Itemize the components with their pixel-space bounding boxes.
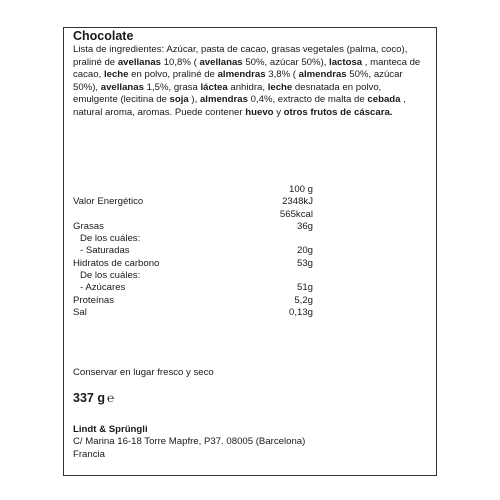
nutrient-value: 2348kJ (282, 196, 313, 208)
storage-instructions: Conservar en lugar fresco y seco (73, 367, 214, 378)
ingredient-text: 1,5%, grasa (143, 81, 201, 93)
ingredient-text: , natural aroma, aromas. Puede contener (73, 94, 406, 118)
ingredient-text: Lista de ingredientes: Azúcar, pasta de cacao, grasas vegetales (palma, coco), praliné de (73, 44, 408, 68)
ingredient-text: 50%, azúcar 50%), (242, 56, 330, 68)
nutrient-value: 20g (296, 245, 313, 257)
allergen-text: almendras (199, 94, 248, 106)
nutrition-row (73, 307, 313, 319)
nutrient-name: Sal (73, 306, 87, 318)
ingredient-text: 3,8% ( (265, 69, 299, 81)
allergen-text: otros frutos de cáscara. (283, 106, 393, 118)
ingredient-text: y (273, 106, 284, 118)
product-title: Chocolate (73, 29, 134, 43)
allergen-text: avellanas (100, 81, 144, 93)
nutrient-name: De los cuáles: (80, 233, 141, 245)
allergen-text: avellanas (199, 56, 243, 68)
allergen-text: cebada (367, 94, 401, 106)
estimated-sign-icon: ℮ (106, 391, 115, 405)
company-address: C/ Marina 16-18 Torre Mapfre, P37. 08005 (Barcelona) (73, 436, 306, 448)
ingredient-text: ), (188, 94, 200, 106)
ingredient-text: 10,8% ( (161, 56, 200, 68)
ingredient-text: , manteca de cacao, (73, 56, 421, 81)
nutrient-name: De los cuáles: (80, 270, 141, 282)
nutrient-value: 5,2g (294, 294, 313, 306)
nutrient-value: 565kcal (279, 208, 313, 220)
allergen-text: leche (103, 69, 129, 81)
allergen-text: lactosa (329, 56, 363, 68)
nutrition-table (73, 184, 313, 319)
allergen-text: leche (267, 81, 293, 93)
allergen-text: almendras (298, 69, 347, 81)
nutrient-value: 0,13g (288, 306, 313, 318)
nutrient-name: - Saturadas (80, 245, 130, 257)
net-weight (73, 391, 114, 405)
net-weight-value: 337 g (73, 391, 105, 405)
nutrient-name: Hidratos de carbono (73, 257, 160, 269)
ingredient-text: anhidra, (227, 81, 268, 93)
allergen-text: almendras (217, 69, 266, 81)
nutrition-row (73, 221, 313, 233)
ingredient-text: 50%, azúcar 50%), (73, 69, 403, 93)
ingredient-text: en polvo, praliné de (128, 69, 218, 81)
company-name: Lindt & Sprüngli (73, 424, 148, 435)
ingredient-text: desnatada en polvo, emulgente (lecitina de (73, 81, 382, 106)
nutrition-row (73, 282, 313, 294)
allergen-text: huevo (245, 106, 274, 118)
nutrient-value: 36g (296, 220, 313, 232)
company-info (73, 424, 305, 461)
nutrition-row (73, 245, 313, 257)
nutrient-name: Valor Energético (73, 196, 144, 208)
company-country: Francia (73, 448, 105, 460)
allergen-text: avellanas (117, 56, 162, 68)
nutrient-name: Proteínas (73, 294, 115, 306)
allergen-text: soja (169, 94, 189, 106)
nutrition-row (73, 295, 313, 307)
allergen-text: láctea (200, 81, 228, 93)
nutrient-value: 53g (296, 257, 313, 269)
nutrition-row (73, 270, 313, 282)
nutrition-row (73, 209, 313, 221)
ingredients-list (73, 44, 423, 120)
nutrient-name: Grasas (73, 220, 104, 232)
nutrient-value: 100 g (288, 184, 313, 195)
nutrition-row (73, 258, 313, 270)
nutrient-value: 51g (296, 282, 313, 294)
ingredient-text: 0,4%, extracto de malta de (247, 94, 368, 106)
nutrient-name: - Azúcares (80, 282, 126, 294)
nutrition-row (73, 196, 313, 208)
nutrition-row (73, 184, 313, 196)
nutrition-row (73, 233, 313, 245)
